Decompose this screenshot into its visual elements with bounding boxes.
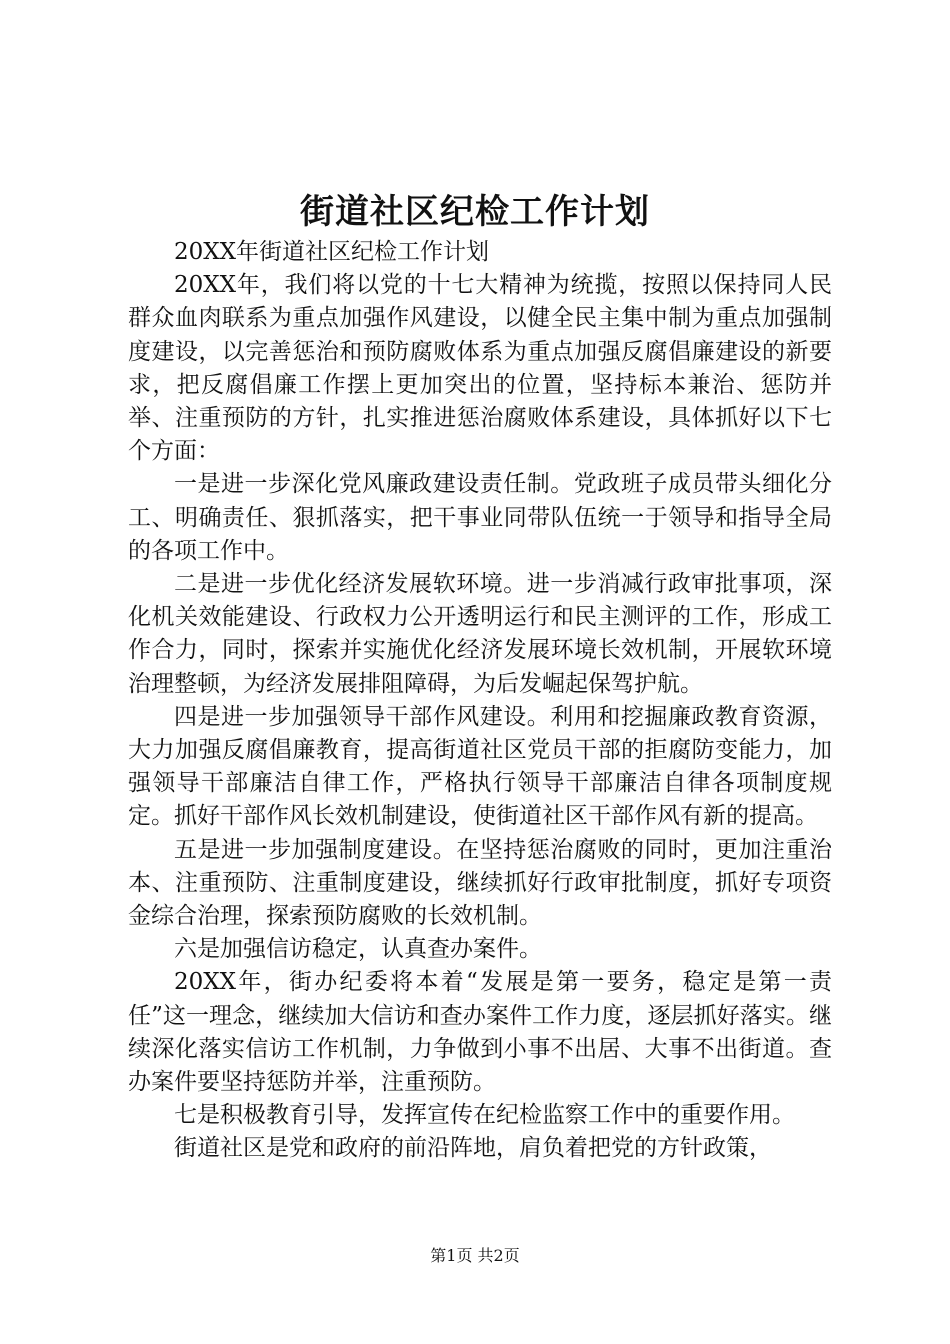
paragraph-item-1: 一是进一步深化党风廉政建设责任制。党政班子成员带头细化分工、明确责任、狠抓落实，把干事业同带队伍统一于领导和指导全局的各项工作中。 [128,471,832,564]
paragraph-subtitle: 20XX年街道社区纪检工作计划 [174,239,490,265]
paragraph-item-6: 六是加强信访稳定，认真查办案件。 [174,936,542,963]
document-body [128,236,832,1166]
paragraph-item-4: 四是进一步加强领导干部作风建设。利用和挖掘廉政教育资源，大力加强反腐倡廉教育，提高街道社区党员干部的拒腐防变能力，加强领导干部廉洁自律工作，严格执行领导干部廉洁自律各项制度规定。抓好干部作风长效机制建设，使街道社区干部作风有新的提高。 [128,703,832,830]
page-footer: 第1页 共2页 [430,1246,520,1265]
paragraph-item-6-detail: 20XX年，街办纪委将本着“发展是第一要务，稳定是第一责任”这一理念，继续加大信访和查办案件工作力度，逐层抓好落实。继续深化落实信访工作机制，力争做到小事不出居、大事不出街道。查办案件要坚持惩防并举，注重预防。 [128,969,832,1096]
paragraph-item-5: 五是进一步加强制度建设。在坚持惩治腐败的同时，更加注重治本、注重预防、注重制度建设，继续抓好行政审批制度，抓好专项资金综合治理，探索预防腐败的长效机制。 [128,836,832,930]
document-title: 街道社区纪检工作计划 [300,192,650,232]
paragraph-item-2: 二是进一步优化经济发展软环境。进一步消减行政审批事项，深化机关效能建设、行政权力公开透明运行和民主测评的工作，形成工作合力，同时，探索并实施优化经济发展环境长效机制，开展软环境治理整顿，为经济发展排阻障碍，为后发崛起保驾护航。 [128,571,832,697]
paragraph-item-7-detail: 街道社区是党和政府的前沿阵地，肩负着把党的方针政策， [174,1135,772,1162]
paragraph-intro: 20XX年，我们将以党的十七大精神为统揽，按照以保持同人民群众血肉联系为重点加强作风建设，以健全民主集中制为重点加强制度建设，以完善惩治和预防腐败体系为重点加强反腐倡廉建设的新要求，把反腐倡廉工作摆上更加突出的位置，坚持标本兼治、惩防并举、注重预防的方针，扎实推进惩治腐败体系建设，具体抓好以下七个方面： [128,272,832,465]
paragraph-item-7: 七是积极教育引导，发挥宣传在纪检监察工作中的重要作用。 [174,1102,795,1129]
